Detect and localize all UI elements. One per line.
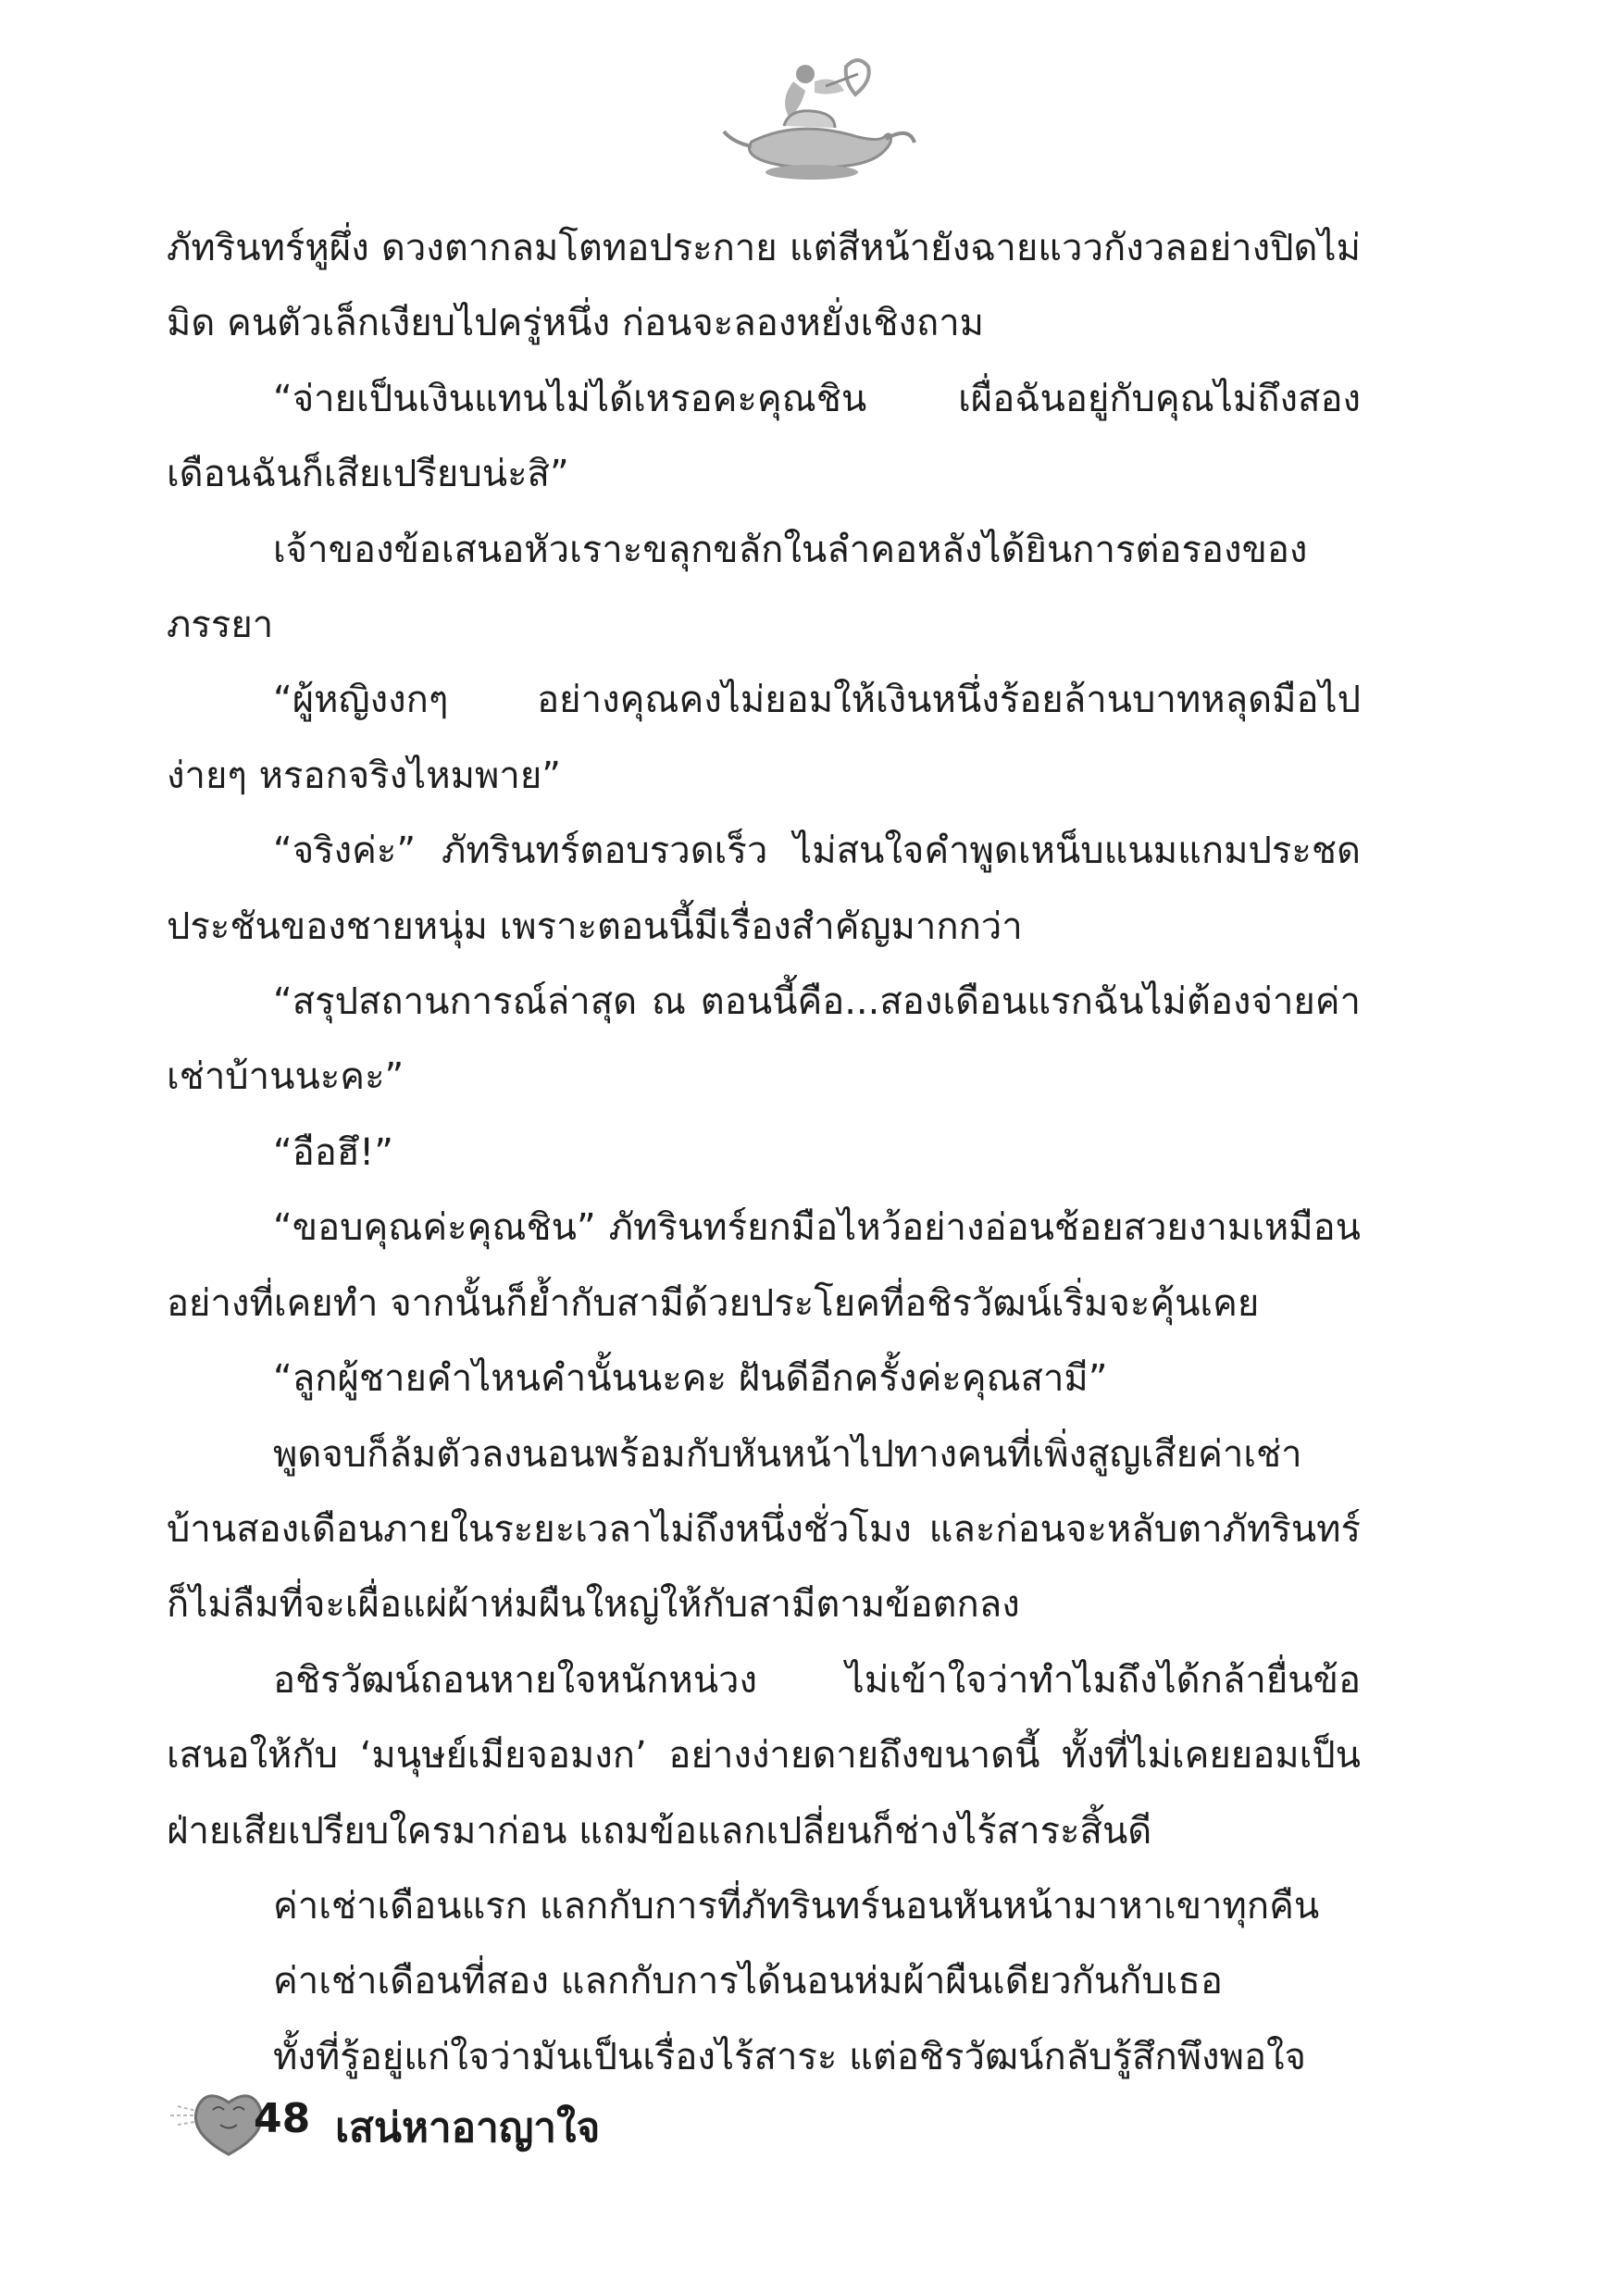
paragraph-9: “ลูกผู้ชายคำไหนคำนั้นนะคะ ฝันดีอีกครั้งค่ะคุณสามี” [273,1357,1108,1401]
paragraph-6: “สรุปสถานการณ์ล่าสุด ณ ตอนนี้คือ...สองเดือนแรกฉันไม่ต้องจ่ายค่าเช่าบ้านนะคะ” [167,980,1361,1099]
paragraph-5: “จริงค่ะ” ภัทรินทร์ตอบรวดเร็ว ไม่สนใจคำพูดเหน็บแนมแกมประชดประชันของชายหนุ่ม เพราะตอนนี้มีเรื่องสำคัญมากกว่า [167,830,1361,948]
paragraph-10: พูดจบก็ล้มตัวลงนอนพร้อมกับหันหน้าไปทางคนที่เพิ่งสูญเสียค่าเช่าบ้านสองเดือนภายในระยะเวลาไม่ถึงหนึ่งชั่วโมง และก่อนจะหลับตาภัทรินทร์ก็ไม่ลืมที่จะเผื่อแผ่ผ้าห่มผืนใหญ่ให้กับสามีตามข้อตกลง [167,1432,1361,1627]
paragraph-13: ค่าเช่าเดือนที่สอง แลกกับการได้นอนห่มผ้าผืนเดียวกันกับเธอ [273,1960,1223,2003]
paragraph-14: ทั้งที่รู้อยู่แก่ใจว่ามันเป็นเรื่องไร้สาระ แต่อชิรวัฒน์กลับรู้สึกพึงพอใจ [273,2035,1306,2078]
paragraph-7: “อือฮึ!” [273,1130,393,1174]
book-title: เสน่หาอาญาใจ [335,2104,601,2152]
paragraph-2: “จ่ายเป็นเงินแทนไม่ได้เหรอคะคุณชิน เผื่อฉันอยู่กับคุณไม่ถึงสองเดือนฉันก็เสียเปรียบน่ะสิ” [167,377,1361,496]
paragraph-11: อชิรวัฒน์ถอนหายใจหนักหน่วง ไม่เข้าใจว่าทำไมถึงได้กล้ายื่นข้อเสนอให้กับ ‘มนุษย์เมียจอมงก’ อย่างง่ายดายถึงขนาดนี้ ทั้งที่ไม่เคยยอมเป็นฝ่ายเสียเปรียบใครมาก่อน แถมข้อแลกเปลี่ยนก็ช่างไร้สาระสิ้นดี [167,1658,1361,1853]
paragraph-4: “ผู้หญิงงกๆ อย่างคุณคงไม่ยอมให้เงินหนึ่งร้อยล้านบาทหลุดมือไปง่ายๆ หรอกจริงไหมพาย” [167,679,1361,797]
paragraph-8: “ขอบคุณค่ะคุณชิน” ภัทรินทร์ยกมือไหว้อย่างอ่อนช้อยสวยงามเหมือนอย่างที่เคยทำ จากนั้นก็ย้ำกับสามีด้วยประโยคที่อชิรวัฒน์เริ่มจะคุ้นเคย [167,1206,1361,1325]
paragraph-12: ค่าเช่าเดือนแรก แลกกับการที่ภัทรินทร์นอนหันหน้ามาหาเขาทุกคืน [273,1884,1320,1928]
page-footer [159,2078,715,2162]
page-number: 48 [254,2095,311,2142]
magic-lamp-cupid-ornament-icon [696,54,918,183]
chapter-body-text [167,211,1361,2095]
paragraph-1: ภัทรินทร์หูผึ่ง ดวงตากลมโตทอประกาย แต่สีหน้ายังฉายแววกังวลอย่างปิดไม่มิด คนตัวเล็กเงียบไปครู่หนึ่ง ก่อนจะลองหยั่งเชิงถาม [167,227,1361,345]
paragraph-3: เจ้าของข้อเสนอหัวเราะขลุกขลักในลำคอหลังได้ยินการต่อรองของภรรยา [167,528,1308,647]
